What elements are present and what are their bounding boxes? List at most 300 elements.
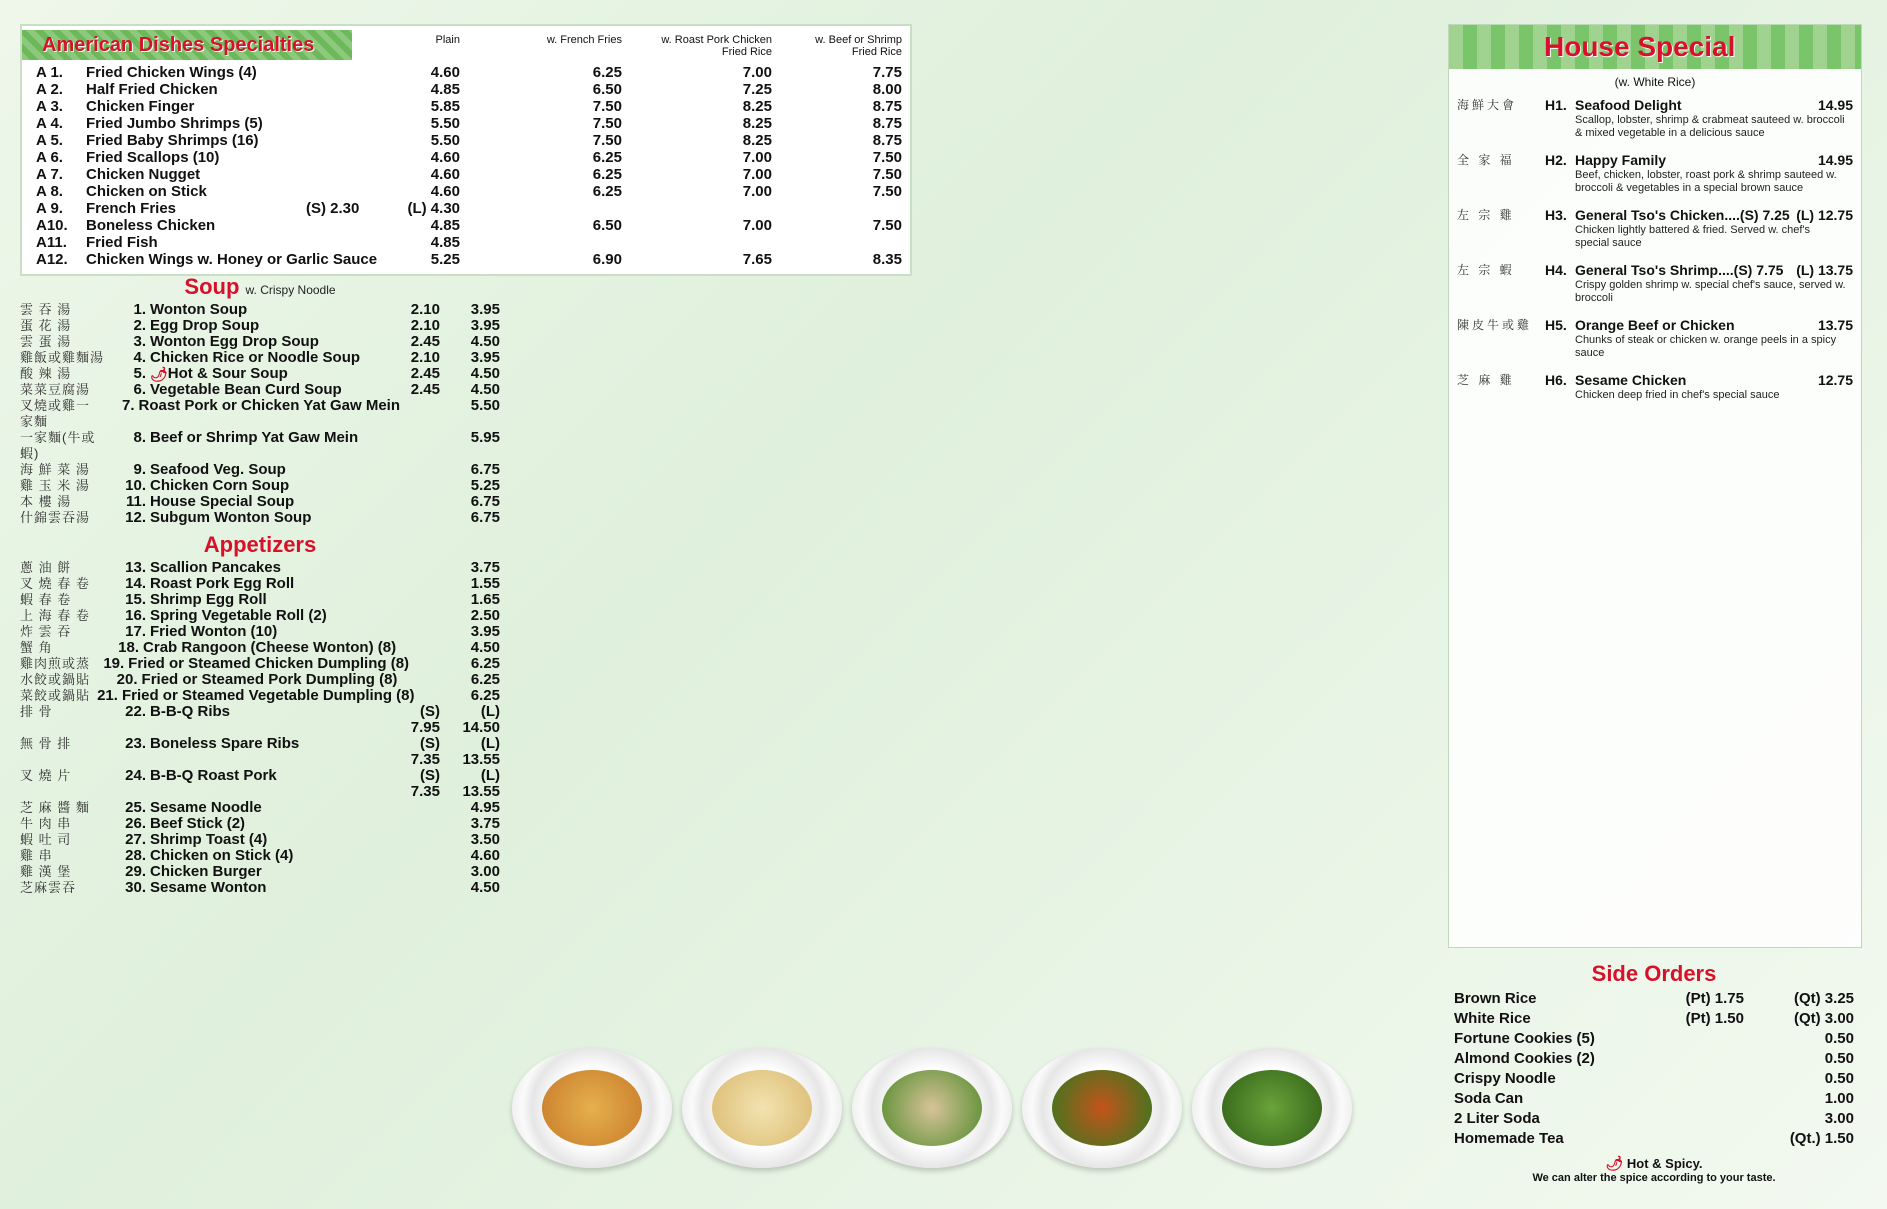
- item-name: House Special Soup: [150, 493, 295, 510]
- item-name: Sesame Noodle: [150, 799, 262, 816]
- item-name: Beef Stick (2): [150, 815, 246, 832]
- item-price: 8.75: [872, 98, 902, 115]
- side-item-p1: [1634, 1109, 1744, 1129]
- item-num: 23.: [125, 735, 146, 752]
- fried-rice-photo: [682, 1048, 842, 1168]
- item-name: B-B-Q Roast Pork: [150, 767, 277, 784]
- item-cn: 雞 串: [20, 848, 53, 863]
- item-price: 8.35: [872, 251, 902, 268]
- item-number: A 5.: [36, 132, 63, 149]
- item-sm: 2.45: [410, 381, 440, 398]
- house-item-desc: Crispy golden shrimp w. special chef's sauce, served w. broccoli: [1575, 279, 1846, 304]
- item-num: 8.: [133, 429, 146, 446]
- menu-item: [20, 366, 500, 382]
- american-item: [36, 200, 900, 216]
- side-item-p2: 0.50: [1824, 1070, 1854, 1087]
- item-price: 8.00: [872, 81, 902, 98]
- item-name: Chicken Nugget: [86, 166, 201, 183]
- side-orders-title: Side Orders: [1591, 961, 1717, 986]
- item-number: A 1.: [36, 64, 63, 81]
- american-item: [36, 166, 900, 182]
- item-sm: [390, 510, 440, 526]
- menu-item: [20, 736, 500, 768]
- item-num: 20.: [116, 671, 138, 688]
- menu-item: [20, 494, 500, 510]
- item-cn: 本 樓 湯: [20, 494, 72, 509]
- item-name: Fried or Steamed Chicken Dumpling (8): [128, 655, 410, 672]
- item-cn: 芝 麻 醬 麵: [20, 800, 90, 815]
- section-title: Soup w. Crispy Noodle: [184, 274, 336, 299]
- item-num: 26.: [125, 815, 146, 832]
- house-item-price: 13.75: [1817, 317, 1853, 333]
- american-item: [36, 81, 900, 97]
- item-price: 4.85: [430, 234, 460, 251]
- item-sm: (S) 7.35: [410, 735, 440, 768]
- item-lg: 6.75: [470, 509, 500, 526]
- house-item-desc: Beef, chicken, lobster, roast pork & shrimp sauteed w. broccoli & vegetables in a special brown sauce: [1575, 169, 1837, 194]
- house-item: [1457, 207, 1853, 224]
- item-sm: [390, 608, 440, 624]
- item-number: A11.: [36, 234, 67, 251]
- side-item-p2: 0.50: [1824, 1030, 1854, 1047]
- menu-column-1: [20, 268, 500, 896]
- item-cn: 菜菜豆腐湯: [20, 382, 91, 397]
- house-item: [1457, 152, 1853, 169]
- item-num: 27.: [125, 831, 146, 848]
- item-sm: [397, 672, 444, 688]
- menu-item: [20, 640, 500, 656]
- american-title: American Dishes Specialties: [42, 34, 315, 56]
- side-item-p2: 3.00: [1824, 1110, 1854, 1127]
- house-item-num: H6.: [1545, 372, 1567, 388]
- item-num: 29.: [125, 863, 146, 880]
- house-item-desc: Chunks of steak or chicken w. orange peels in a spicy sauce: [1575, 334, 1837, 359]
- item-cn: 叉 燒 春 卷: [20, 576, 90, 591]
- american-item: [36, 149, 900, 165]
- house-item-desc: Chicken lightly battered & fried. Served w. chef's special sauce: [1575, 224, 1811, 249]
- item-price: 5.50: [430, 115, 460, 132]
- item-num: 5.: [133, 365, 146, 382]
- item-name: Fried Fish: [86, 234, 158, 251]
- house-item-name: Seafood Delight: [1575, 97, 1682, 113]
- item-price: 7.50: [592, 115, 622, 132]
- menu-item: [20, 688, 500, 704]
- side-item: [1454, 1129, 1854, 1149]
- menu-item: [20, 334, 500, 350]
- menu-item: [20, 864, 500, 880]
- item-sm: 2.45: [410, 365, 440, 382]
- item-lg: 1.55: [470, 575, 500, 592]
- menu-item: [20, 430, 500, 462]
- house-item: [1457, 97, 1853, 114]
- item-name: Wonton Soup: [150, 301, 248, 318]
- house-item-num: H2.: [1545, 152, 1567, 168]
- house-item-name: Sesame Chicken: [1575, 372, 1687, 388]
- item-name: Chicken on Stick: [86, 183, 207, 200]
- item-cn: 蝦 吐 司: [20, 832, 72, 847]
- american-specialties-box: [20, 24, 912, 276]
- menu-item: [20, 318, 500, 334]
- item-price: 7.65: [742, 251, 772, 268]
- house-item-price: 14.95: [1817, 97, 1853, 113]
- item-lg: 6.25: [470, 655, 501, 672]
- item-sm: [400, 398, 445, 430]
- item-name: Chicken Wings w. Honey or Garlic Sauce: [86, 251, 378, 268]
- menu-item: [20, 462, 500, 478]
- house-item-num: H4.: [1545, 262, 1567, 278]
- item-sm: [390, 430, 440, 462]
- item-cn: 蟹 角: [20, 640, 53, 655]
- american-item: [36, 234, 900, 250]
- side-item-name: White Rice: [1454, 1010, 1531, 1027]
- item-num: 28.: [125, 847, 146, 864]
- sesame-chicken-photo: [1022, 1048, 1182, 1168]
- item-sm: [390, 592, 440, 608]
- item-lg: 6.75: [470, 461, 500, 478]
- item-cn: 蝦 春 卷: [20, 592, 72, 607]
- item-price: 7.50: [872, 166, 902, 183]
- house-item-price: (L) 13.75: [1796, 262, 1853, 278]
- american-item: [36, 115, 900, 131]
- item-num: 22.: [125, 703, 146, 720]
- item-lg: 4.50: [470, 381, 500, 398]
- side-item: [1454, 989, 1854, 1009]
- item-name: Boneless Spare Ribs: [150, 735, 300, 752]
- item-num: 14.: [125, 575, 146, 592]
- item-price: (L) 4.30: [407, 200, 460, 217]
- menu-item: [20, 816, 500, 832]
- side-item-p2: 0.50: [1824, 1050, 1854, 1067]
- item-lg: 5.95: [470, 429, 500, 446]
- side-item-p1: (Pt) 1.50: [1685, 1010, 1744, 1027]
- item-price: 6.25: [592, 183, 622, 200]
- item-name: Fried Scallops (10): [86, 149, 220, 166]
- item-sm: [390, 462, 440, 478]
- item-price: 7.50: [872, 183, 902, 200]
- house-item-name: Orange Beef or Chicken: [1575, 317, 1735, 333]
- item-num: 12.: [125, 509, 146, 526]
- item-price: 4.60: [430, 149, 460, 166]
- item-price: 5.50: [430, 132, 460, 149]
- side-item-name: Fortune Cookies (5): [1454, 1030, 1595, 1047]
- item-name: Shrimp Egg Roll: [150, 591, 267, 608]
- menu-item: [20, 880, 500, 896]
- item-cn: 上 海 春 卷: [20, 608, 90, 623]
- item-cn: 無 骨 排: [20, 736, 72, 751]
- item-name: Chicken Finger: [86, 98, 195, 115]
- side-item: [1454, 1089, 1854, 1109]
- item-price: 8.25: [742, 115, 772, 132]
- item-price: 6.50: [592, 81, 622, 98]
- item-lg: 4.50: [470, 333, 500, 350]
- item-name: Fried or Steamed Vegetable Dumpling (8): [121, 687, 415, 704]
- item-price: 5.25: [430, 251, 460, 268]
- side-item-p1: [1634, 1049, 1744, 1069]
- item-lg: 5.50: [470, 397, 500, 414]
- item-cn: 叉燒或雞一家麵: [20, 398, 91, 429]
- item-num: 3.: [133, 333, 146, 350]
- item-price: 4.85: [430, 217, 460, 234]
- item-name: Fried Wonton (10): [150, 623, 278, 640]
- house-item-cn: 左 宗 雞: [1457, 208, 1515, 222]
- item-cn: 排 骨: [20, 704, 53, 719]
- item-sm: [390, 624, 440, 640]
- item-lg: (L) 14.50: [462, 703, 500, 736]
- item-name: Wonton Egg Drop Soup: [150, 333, 319, 350]
- item-name: Sesame Wonton: [150, 879, 267, 896]
- item-name: Beef or Shrimp Yat Gaw Mein: [150, 429, 359, 446]
- side-item-p1: (Pt) 1.75: [1685, 990, 1744, 1007]
- item-lg: 3.95: [470, 301, 500, 318]
- menu-item: [20, 832, 500, 848]
- item-number: A 2.: [36, 81, 63, 98]
- house-item-cn: 芝 麻 雞: [1457, 373, 1515, 387]
- menu-item: [20, 592, 500, 608]
- item-name: Egg Drop Soup: [150, 317, 260, 334]
- item-small-price: (S) 2.30: [306, 200, 360, 217]
- menu-item: [20, 302, 500, 318]
- item-price: 6.25: [592, 166, 622, 183]
- item-sm: [390, 478, 440, 494]
- house-item: [1457, 262, 1853, 279]
- item-name: French Fries: [86, 200, 177, 217]
- hdr-beef-rice: w. Beef or Shrimp Fried Rice: [815, 34, 902, 58]
- side-item-p1: [1634, 1069, 1744, 1089]
- item-price: 7.25: [742, 81, 772, 98]
- item-name: Crab Rangoon (Cheese Wonton) (8): [143, 639, 397, 656]
- item-name: Boneless Chicken: [86, 217, 216, 234]
- item-lg: 3.00: [470, 863, 500, 880]
- side-item-p1: [1634, 1129, 1744, 1149]
- item-lg: 3.95: [470, 349, 500, 366]
- item-num: 2.: [133, 317, 146, 334]
- house-item-num: H1.: [1545, 97, 1567, 113]
- item-cn: 水餃或鍋貼: [20, 672, 91, 687]
- side-item: [1454, 1029, 1854, 1049]
- noodle-photo: [512, 1048, 672, 1168]
- item-price: 8.25: [742, 98, 772, 115]
- side-item: [1454, 1109, 1854, 1129]
- item-lg: 4.50: [470, 639, 500, 656]
- food-photos: [512, 1048, 1382, 1188]
- menu-item: [20, 382, 500, 398]
- item-lg: 3.75: [470, 815, 500, 832]
- hdr-fries: w. French Fries: [546, 34, 622, 46]
- item-name: Scallion Pancakes: [150, 559, 281, 576]
- american-item: [36, 183, 900, 199]
- item-name: Fried Jumbo Shrimps (5): [86, 115, 263, 132]
- item-cn: 雲 吞 湯: [20, 302, 72, 317]
- item-cn: 海 鮮 菜 湯: [20, 462, 90, 477]
- item-name: Vegetable Bean Curd Soup: [150, 381, 342, 398]
- item-price: 8.75: [872, 115, 902, 132]
- item-price: 4.60: [430, 64, 460, 81]
- item-lg: 3.50: [470, 831, 500, 848]
- item-price: 7.00: [742, 149, 772, 166]
- item-name: Subgum Wonton Soup: [150, 509, 312, 526]
- item-price: 7.75: [872, 64, 902, 81]
- item-price: 6.25: [592, 64, 622, 81]
- item-number: A12.: [36, 251, 68, 268]
- side-item-name: Crispy Noodle: [1454, 1070, 1556, 1087]
- side-item: [1454, 1069, 1854, 1089]
- item-num: 11.: [125, 493, 146, 510]
- menu-item: [20, 672, 500, 688]
- item-sm: [396, 640, 443, 656]
- item-lg: (L) 13.55: [462, 767, 500, 800]
- item-cn: 雲 蛋 湯: [20, 334, 72, 349]
- item-cn: 雞 玉 米 湯: [20, 478, 90, 493]
- item-sm: [415, 688, 454, 704]
- side-item-p2: (Qt.) 1.50: [1789, 1130, 1854, 1147]
- item-name: Chicken Corn Soup: [150, 477, 290, 494]
- item-sm: [390, 864, 440, 880]
- item-price: 6.25: [592, 149, 622, 166]
- item-lg: 3.95: [470, 317, 500, 334]
- house-title: House Special: [1544, 31, 1736, 62]
- item-num: 24.: [125, 767, 146, 784]
- side-item: [1454, 1049, 1854, 1069]
- house-item: [1457, 372, 1853, 389]
- item-cn: 叉 燒 片: [20, 768, 72, 783]
- item-cn: 蔥 油 餅: [20, 560, 72, 575]
- house-item-cn: 左 宗 蝦: [1457, 263, 1515, 277]
- house-item-name: General Tso's Chicken....(S) 7.25: [1575, 207, 1790, 223]
- item-sm: [390, 832, 440, 848]
- item-sm: (S) 7.95: [410, 703, 440, 736]
- item-lg: 6.25: [470, 671, 501, 688]
- item-cn: 雞 漢 堡: [20, 864, 72, 879]
- item-sm: [390, 880, 440, 896]
- menu-item: [20, 510, 500, 526]
- side-item-name: Almond Cookies (2): [1454, 1050, 1595, 1067]
- item-lg: 4.60: [470, 847, 500, 864]
- item-sm: 2.10: [410, 349, 440, 366]
- hot-note: 🌶 Hot & Spicy.: [1605, 1155, 1703, 1171]
- item-price: 8.25: [742, 132, 772, 149]
- stir-fry-photo: [852, 1048, 1012, 1168]
- house-item: [1457, 317, 1853, 334]
- item-number: A 9.: [36, 200, 63, 217]
- menu-item: [20, 704, 500, 736]
- menu-item: [20, 478, 500, 494]
- item-number: A 4.: [36, 115, 63, 132]
- house-item-price: (L) 12.75: [1796, 207, 1853, 223]
- item-name: Chicken Burger: [150, 863, 262, 880]
- item-name: Shrimp Toast (4): [150, 831, 268, 848]
- item-num: 4.: [133, 349, 146, 366]
- menu-item: [20, 624, 500, 640]
- hdr-plain: Plain: [435, 34, 460, 46]
- item-sm: 2.10: [410, 301, 440, 318]
- spice-note: We can alter the spice according to your taste.: [1532, 1172, 1776, 1184]
- item-lg: 5.25: [470, 477, 500, 494]
- item-price: 6.50: [592, 217, 622, 234]
- item-price: 4.85: [430, 81, 460, 98]
- side-item-p1: [1634, 1029, 1744, 1049]
- american-col-headers: [352, 34, 900, 64]
- item-num: 17.: [125, 623, 146, 640]
- american-item: [36, 64, 900, 80]
- item-price: 7.50: [872, 217, 902, 234]
- item-name: Roast Pork or Chicken Yat Gaw Mein: [138, 397, 400, 414]
- side-item-name: Brown Rice: [1454, 990, 1537, 1007]
- house-item-desc: Chicken deep fried in chef's special sauce: [1575, 389, 1780, 401]
- side-item-p1: [1634, 1089, 1744, 1109]
- item-price: 7.00: [742, 183, 772, 200]
- hdr-pork-rice: w. Roast Pork Chicken Fried Rice: [661, 34, 772, 58]
- american-banner: [22, 30, 352, 60]
- item-lg: 6.25: [470, 687, 500, 704]
- item-num: 6.: [133, 381, 146, 398]
- house-item-cn: 陳皮牛或雞: [1457, 318, 1533, 332]
- item-number: A 3.: [36, 98, 63, 115]
- item-name: Fried Baby Shrimps (16): [86, 132, 259, 149]
- item-name: Chicken on Stick (4): [150, 847, 294, 864]
- item-num: 16.: [125, 607, 146, 624]
- item-number: A 8.: [36, 183, 63, 200]
- item-num: 30.: [125, 879, 146, 896]
- american-item: [36, 98, 900, 114]
- item-sm: 2.45: [410, 333, 440, 350]
- menu-item: [20, 848, 500, 864]
- item-sm: [390, 848, 440, 864]
- menu-item: [20, 768, 500, 800]
- american-item: [36, 217, 900, 233]
- house-item-price: 14.95: [1817, 152, 1853, 168]
- item-number: A 6.: [36, 149, 63, 166]
- item-number: A10.: [36, 217, 68, 234]
- item-num: 1.: [133, 301, 146, 318]
- vegetable-photo: [1192, 1048, 1352, 1168]
- item-name: Hot & Sour Soup: [167, 365, 288, 382]
- menu-item: [20, 800, 500, 816]
- item-price: 4.60: [430, 183, 460, 200]
- house-subtitle: (w. White Rice): [1614, 75, 1696, 89]
- side-item-p2: 1.00: [1824, 1090, 1854, 1107]
- item-lg: 3.75: [470, 559, 500, 576]
- item-lg: 4.50: [470, 365, 500, 382]
- item-lg: 1.65: [470, 591, 500, 608]
- item-cn: 菜餃或鍋貼: [20, 688, 91, 703]
- house-item-num: H5.: [1545, 317, 1567, 333]
- house-item-name: Happy Family: [1575, 152, 1667, 168]
- item-num: 21.: [97, 687, 118, 704]
- house-item-num: H3.: [1545, 207, 1567, 223]
- item-cn: 雞飯或雞麵湯: [20, 350, 105, 365]
- item-sm: (S) 7.35: [410, 767, 440, 800]
- item-lg: 3.95: [470, 623, 500, 640]
- menu-item: [20, 576, 500, 592]
- item-price: 7.50: [592, 132, 622, 149]
- item-sm: [390, 576, 440, 592]
- house-item-desc: Scallop, lobster, shrimp & crabmeat sauteed w. broccoli & mixed vegetable in a delicious sauce: [1575, 114, 1845, 139]
- house-item-cn: 全 家 福: [1457, 153, 1515, 167]
- item-price: 5.85: [430, 98, 460, 115]
- item-name: Spring Vegetable Roll (2): [150, 607, 327, 624]
- menu-item: [20, 560, 500, 576]
- item-name: Fried Chicken Wings (4): [86, 64, 257, 81]
- side-item: [1454, 1009, 1854, 1029]
- item-name: Fried or Steamed Pork Dumpling (8): [141, 671, 398, 688]
- item-price: 7.00: [742, 64, 772, 81]
- item-lg: 2.50: [470, 607, 500, 624]
- item-sm: [390, 816, 440, 832]
- item-num: 7.: [122, 397, 135, 414]
- item-price: 4.60: [430, 166, 460, 183]
- house-item-price: 12.75: [1817, 372, 1853, 388]
- chili-icon: 🌶: [150, 366, 168, 382]
